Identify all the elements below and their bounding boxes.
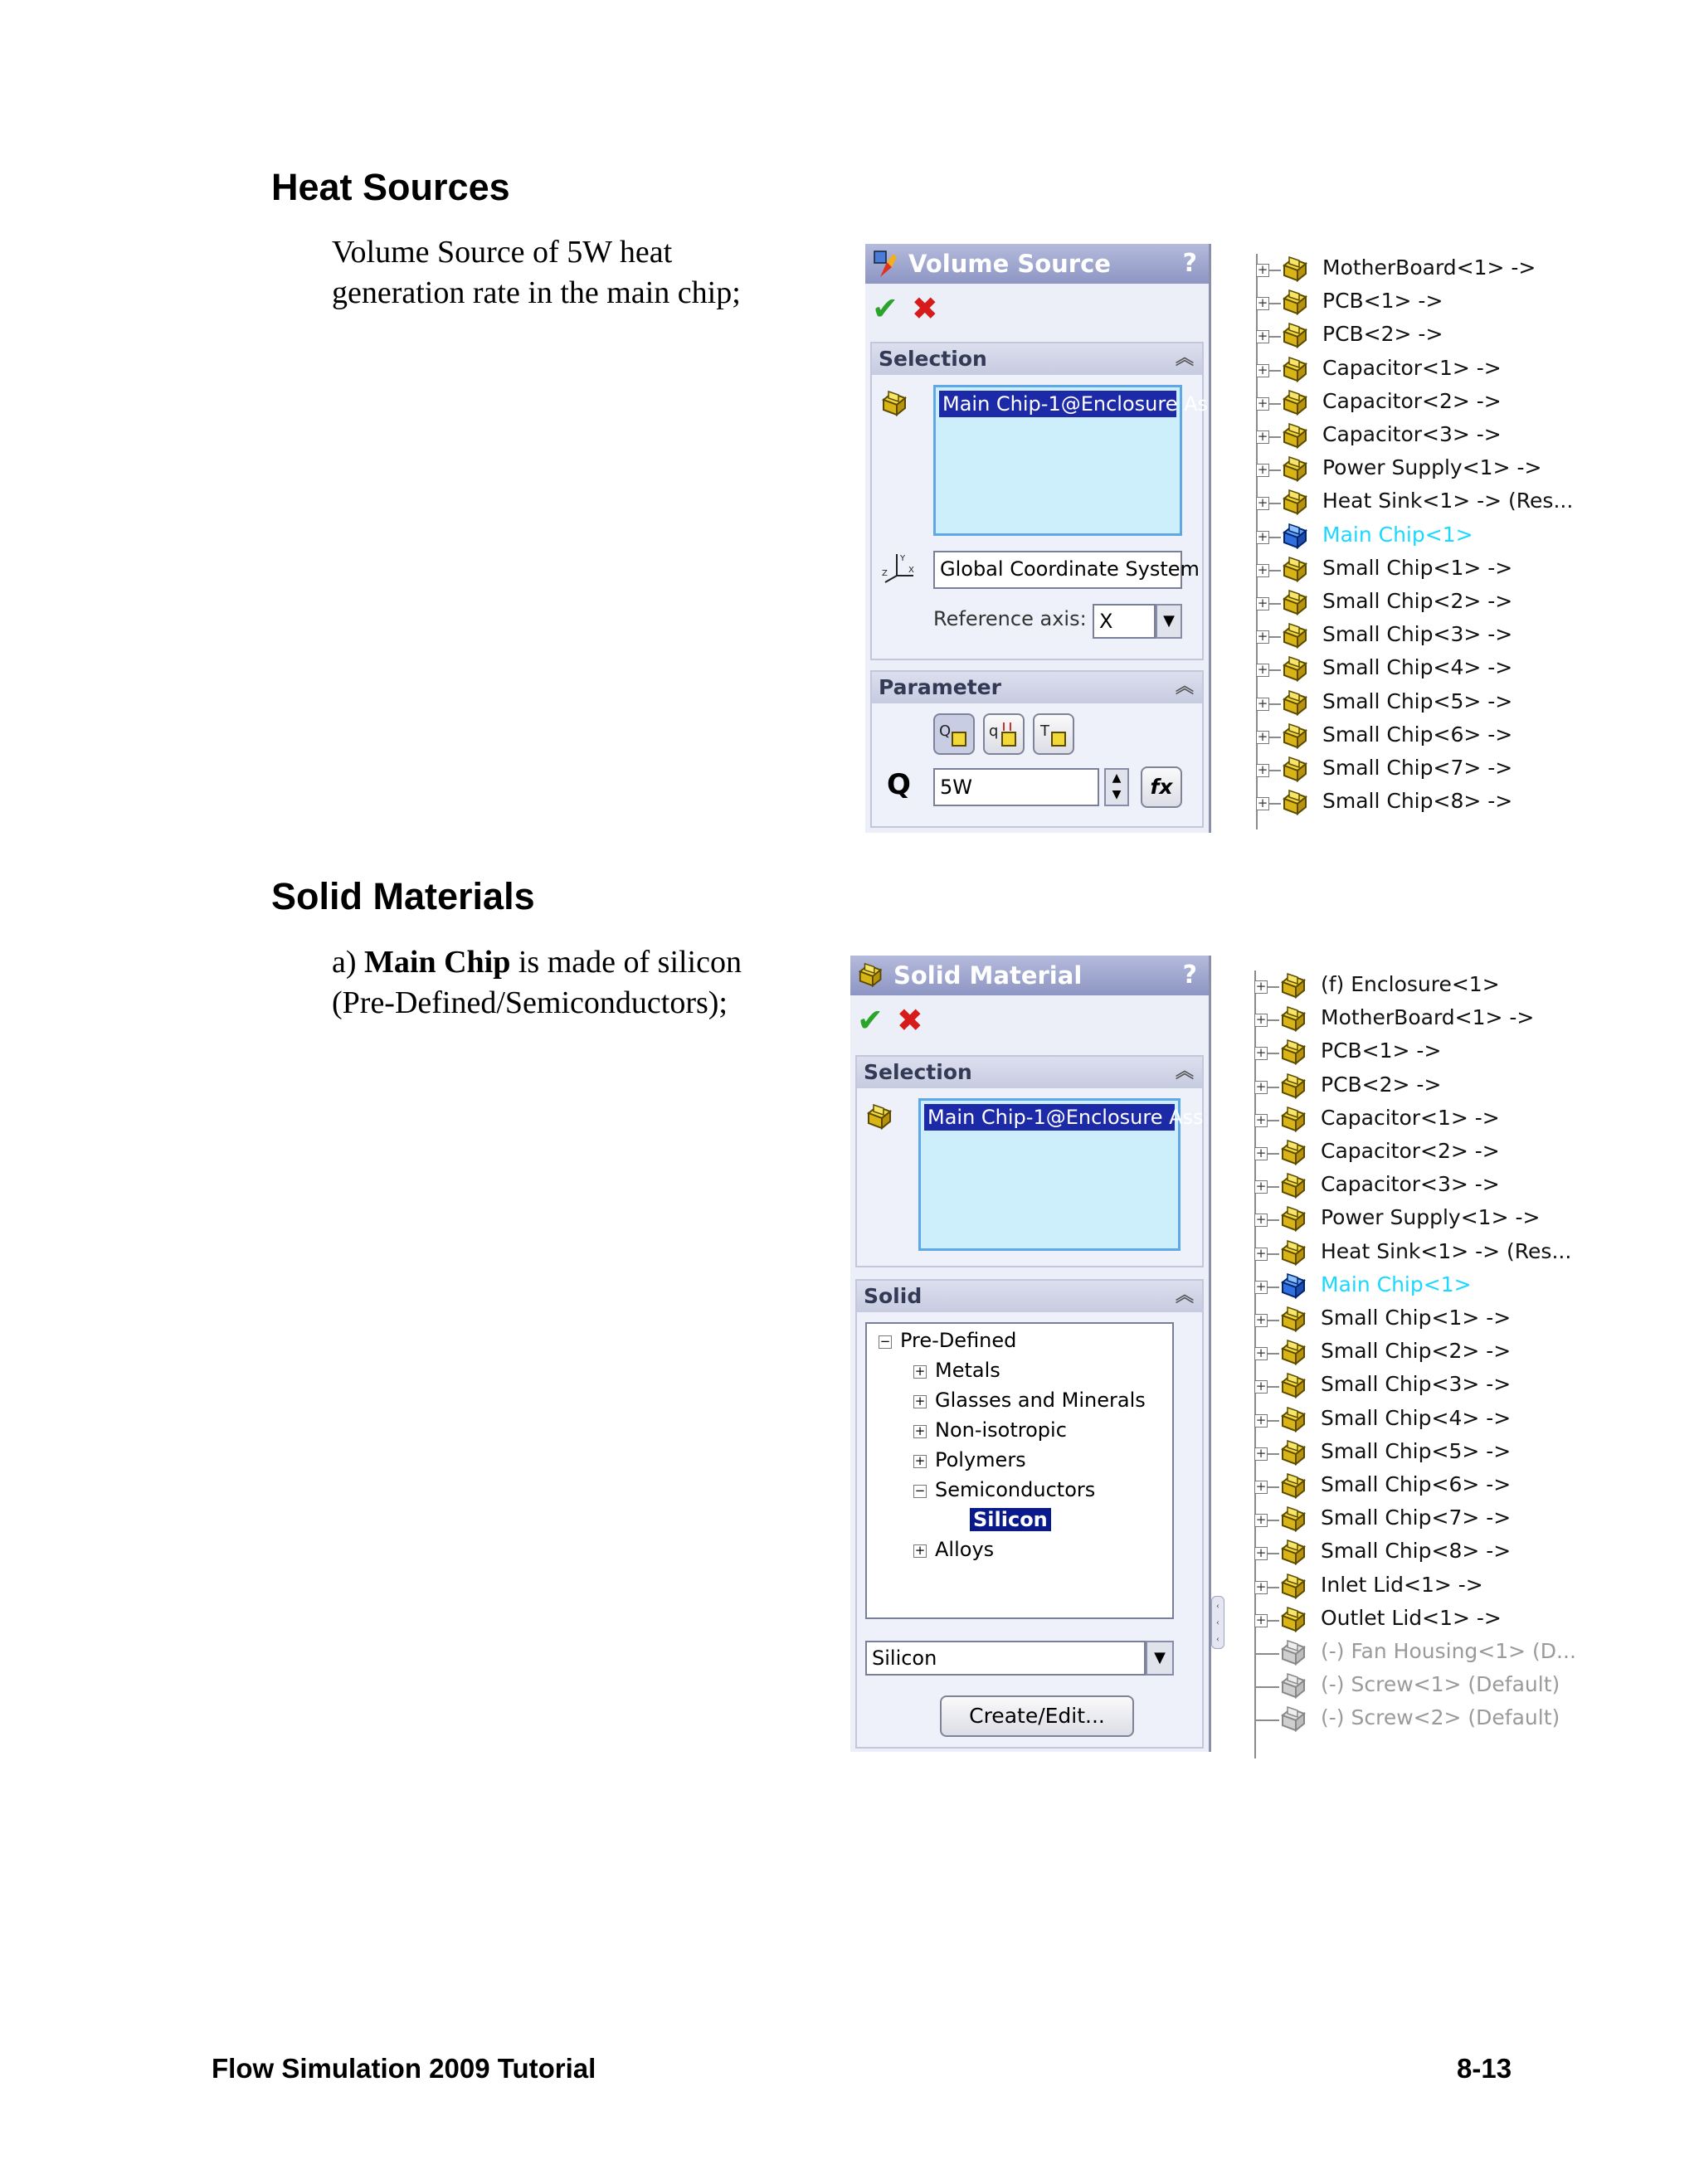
material-tree-item[interactable] — [867, 1327, 1172, 1357]
material-combo[interactable]: Silicon — [865, 1641, 1146, 1676]
tree-item-label: (-) Screw<2> (Default) — [1321, 1705, 1560, 1730]
part-icon — [1279, 1637, 1311, 1669]
tree-item-label: (f) Enclosure<1> — [1321, 972, 1500, 996]
expand-icon[interactable]: + — [914, 1394, 926, 1408]
materials-tree[interactable] — [865, 1322, 1174, 1619]
cancel-icon[interactable]: ✖ — [911, 290, 938, 327]
material-tree-item[interactable] — [867, 1357, 1172, 1387]
expand-icon[interactable]: + — [914, 1543, 926, 1558]
footer-title: Flow Simulation 2009 Tutorial — [212, 2053, 596, 2084]
tree-item-label: Power Supply<1> -> — [1321, 1205, 1541, 1230]
part-icon — [1281, 787, 1312, 819]
tree-item-label: Main Chip<1> — [1322, 522, 1473, 547]
tree-item-label: Capacitor<3> -> — [1322, 422, 1502, 446]
expand-icon[interactable]: + — [1257, 629, 1268, 644]
part-icon — [1281, 454, 1312, 485]
part-icon — [1281, 387, 1312, 419]
parameter-group — [870, 670, 1204, 828]
tree-connector — [1268, 1053, 1279, 1054]
tree-item[interactable] — [1254, 1637, 1586, 1671]
tree-item[interactable] — [1254, 1537, 1586, 1570]
expand-icon[interactable]: + — [1255, 1245, 1267, 1261]
tree-connector — [1268, 1553, 1279, 1554]
expand-icon[interactable]: + — [1257, 695, 1268, 711]
expand-icon[interactable]: + — [1255, 1345, 1267, 1361]
tree-item[interactable] — [1254, 1471, 1586, 1504]
selection-group-header[interactable] — [872, 343, 1202, 375]
tree-item[interactable] — [1256, 454, 1588, 487]
tree-item-label: Small Chip<1> -> — [1321, 1306, 1512, 1330]
expand-icon[interactable]: + — [1255, 1445, 1267, 1461]
temperature-icon — [1037, 717, 1070, 751]
tree-item[interactable] — [1254, 1604, 1586, 1637]
part-icon — [1281, 487, 1312, 518]
tree-item[interactable] — [1254, 1370, 1586, 1403]
part-icon — [1281, 421, 1312, 452]
heat-generation-rate-button[interactable] — [933, 713, 975, 755]
solid-para-rest: is made of silicon — [510, 945, 742, 980]
expand-icon[interactable]: + — [1255, 1278, 1267, 1294]
part-icon — [1279, 1238, 1311, 1269]
reference-axis-select[interactable]: X — [1093, 604, 1156, 639]
tree-connector — [1268, 986, 1279, 988]
expand-icon[interactable]: + — [1255, 1146, 1267, 1160]
feature-tree-volume-source — [1256, 254, 1588, 834]
material-tree-label: Non-isotropic — [935, 1418, 1067, 1442]
expand-icon[interactable]: + — [1257, 462, 1268, 478]
tree-item-label: Capacitor<1> -> — [1321, 1105, 1500, 1130]
tree-item-label: PCB<2> -> — [1322, 322, 1443, 347]
tree-item[interactable] — [1254, 1271, 1586, 1304]
reference-axis-dropdown-icon[interactable]: ▼ — [1156, 604, 1182, 639]
tree-connector — [1268, 1620, 1279, 1622]
tree-item[interactable] — [1256, 521, 1588, 554]
expand-icon[interactable]: + — [1257, 328, 1268, 344]
expand-icon[interactable]: + — [914, 1423, 926, 1438]
volume-source-title: Volume Source — [908, 250, 1111, 278]
part-icon — [1281, 554, 1312, 586]
tree-item-label: Small Chip<3> -> — [1321, 1372, 1512, 1397]
volume-source-icon — [872, 249, 902, 279]
tree-connector — [1269, 570, 1281, 572]
tree-item-label: Small Chip<8> -> — [1321, 1539, 1512, 1564]
tree-item-label: Small Chip<6> -> — [1322, 722, 1513, 747]
tree-connector — [1269, 737, 1281, 738]
material-tree-item[interactable] — [867, 1447, 1172, 1476]
tree-connector — [1269, 436, 1281, 438]
material-tree-item[interactable] — [867, 1417, 1172, 1447]
tree-item[interactable] — [1254, 1704, 1586, 1737]
tree-connector — [1268, 1386, 1279, 1388]
svg-text:q: q — [989, 722, 999, 740]
part-icon — [1281, 754, 1312, 786]
temperature-button[interactable] — [1033, 713, 1074, 755]
tree-item-label: Small Chip<4> -> — [1322, 655, 1513, 680]
feature-tree-solid-material — [1254, 970, 1586, 1767]
heat-para-line1: Volume Source of 5W heat — [332, 235, 673, 270]
solid-para-line1 — [332, 942, 742, 983]
material-tree-label: Silicon — [970, 1508, 1051, 1531]
tree-item[interactable] — [1254, 1238, 1586, 1271]
solid-material-icon — [857, 961, 887, 990]
tree-connector — [1268, 1353, 1279, 1355]
tree-item-label: Small Chip<5> -> — [1322, 688, 1513, 713]
tree-connector — [1268, 1019, 1279, 1021]
expand-icon[interactable]: + — [1255, 1379, 1267, 1394]
tree-item-label: Inlet Lid<1> -> — [1321, 1572, 1483, 1597]
expand-icon[interactable]: + — [1255, 1179, 1267, 1194]
material-tree-label: Semiconductors — [935, 1478, 1096, 1501]
expand-icon[interactable]: + — [1257, 495, 1268, 511]
parameter-group-header[interactable] — [872, 672, 1202, 703]
part-icon — [1281, 620, 1312, 652]
function-button[interactable]: fx — [1141, 766, 1182, 808]
svg-text:T: T — [1040, 722, 1049, 740]
tree-item[interactable] — [1254, 1037, 1586, 1070]
solid-para-line2: (Pre-Defined/Semiconductors); — [332, 985, 728, 1020]
part-icon — [1281, 521, 1312, 552]
tree-connector — [1268, 1087, 1279, 1088]
expand-icon[interactable]: + — [1255, 1012, 1267, 1028]
tree-item[interactable] — [1256, 654, 1588, 687]
part-icon — [1279, 1370, 1311, 1402]
tree-item-label: Small Chip<2> -> — [1322, 589, 1513, 613]
tree-item[interactable] — [1256, 421, 1588, 454]
tree-item-label: Power Supply<1> -> — [1322, 455, 1542, 480]
part-icon — [1279, 1437, 1311, 1469]
tree-item[interactable] — [1256, 587, 1588, 620]
material-tree-label: Alloys — [935, 1538, 995, 1561]
volumetric-heat-button[interactable] — [983, 713, 1025, 755]
tree-connector — [1269, 336, 1281, 338]
solid-group — [855, 1279, 1204, 1749]
expand-icon[interactable]: + — [1255, 1078, 1267, 1094]
tree-item-label: Main Chip<1> — [1321, 1272, 1472, 1296]
part-icon — [1279, 1604, 1311, 1636]
tree-item-label: MotherBoard<1> -> — [1321, 1005, 1535, 1030]
expand-icon[interactable]: + — [1255, 1612, 1267, 1627]
part-icon — [1281, 654, 1312, 685]
expand-icon[interactable]: + — [1255, 1545, 1267, 1561]
tree-connector — [1269, 803, 1281, 805]
reference-axis-label: Reference axis: — [933, 607, 1087, 630]
tree-connector — [1268, 1420, 1279, 1422]
expand-icon[interactable]: + — [1255, 1412, 1267, 1428]
part-icon — [1279, 1104, 1311, 1136]
create-edit-button[interactable]: Create/Edit... — [940, 1695, 1134, 1737]
tree-item-label: Small Chip<3> -> — [1322, 622, 1513, 647]
expand-icon[interactable]: + — [1257, 596, 1268, 610]
ok-icon[interactable]: ✔ — [857, 1002, 884, 1038]
tree-item-label: PCB<2> -> — [1321, 1072, 1442, 1097]
tree-connector — [1268, 1453, 1279, 1455]
tree-connector — [1269, 669, 1281, 671]
expand-icon[interactable]: + — [1257, 728, 1268, 744]
tree-item[interactable] — [1254, 1337, 1586, 1370]
expand-icon[interactable]: + — [1257, 362, 1268, 377]
q-spinner-icon[interactable]: ▲ ▼ — [1104, 768, 1129, 806]
tree-connector — [1268, 1253, 1279, 1255]
expand-icon[interactable]: + — [914, 1364, 926, 1379]
svg-text:Q: Q — [939, 722, 952, 740]
part-icon — [1279, 1504, 1311, 1535]
tree-item-label: Capacitor<2> -> — [1322, 388, 1502, 413]
ok-icon[interactable]: ✔ — [872, 290, 898, 327]
part-icon — [1279, 1037, 1311, 1068]
solid-material-title-bar — [850, 956, 1209, 995]
selection-item[interactable]: Main Chip-1@Enclosure As — [939, 391, 1176, 417]
tree-item-label: Heat Sink<1> -> (Res... — [1321, 1238, 1572, 1263]
part-icon — [1279, 1170, 1311, 1202]
tree-item[interactable] — [1256, 287, 1588, 320]
tree-item-label: Small Chip<6> -> — [1321, 1472, 1512, 1496]
tree-item[interactable] — [1254, 1504, 1586, 1537]
expand-icon[interactable]: + — [1257, 528, 1268, 544]
heading-solid-materials: Solid Materials — [271, 875, 535, 917]
expand-icon[interactable]: + — [1257, 795, 1268, 811]
solid-materials-paragraph — [332, 942, 742, 1024]
material-tree-label: Metals — [935, 1359, 1000, 1382]
q-value-input[interactable]: 5W — [933, 768, 1099, 806]
heading-heat-sources: Heat Sources — [271, 166, 510, 208]
part-icon — [1279, 970, 1311, 1002]
expand-icon[interactable]: + — [1255, 1312, 1267, 1327]
solid-material-title: Solid Material — [893, 961, 1083, 990]
expand-icon[interactable]: + — [1255, 1045, 1267, 1061]
material-tree-label: Glasses and Minerals — [935, 1389, 1146, 1412]
selection-list[interactable] — [918, 1098, 1204, 1251]
selection-header-label: Selection — [879, 347, 987, 371]
tree-item[interactable] — [1256, 254, 1588, 287]
coordinate-system-icon — [880, 551, 917, 584]
part-icon — [1281, 254, 1312, 285]
expand-icon[interactable]: + — [1255, 1512, 1267, 1528]
tree-connector — [1268, 1486, 1279, 1488]
tree-item[interactable] — [1254, 1104, 1586, 1137]
part-icon — [1279, 1537, 1311, 1569]
part-icon — [1279, 1204, 1311, 1235]
tree-item-label: Heat Sink<1> -> (Res... — [1322, 489, 1574, 513]
tree-item-label: Small Chip<1> -> — [1322, 555, 1513, 580]
tree-connector — [1268, 1587, 1279, 1588]
expand-icon[interactable]: + — [914, 1453, 926, 1468]
panel-splitter-handle[interactable]: ‹ ‹ ‹ — [1211, 1596, 1224, 1649]
tree-item-label: Capacitor<1> -> — [1322, 355, 1502, 380]
collapse-chevron-icon[interactable]: ︽ — [1175, 677, 1194, 698]
selection-group — [855, 1055, 1204, 1267]
part-icon — [1279, 1071, 1311, 1102]
tree-connector — [1269, 270, 1281, 271]
tree-item[interactable] — [1254, 1571, 1586, 1604]
help-icon[interactable]: ? — [1182, 249, 1197, 278]
part-icon — [1281, 688, 1312, 719]
expand-icon[interactable]: + — [1257, 262, 1268, 277]
part-icon — [1279, 1271, 1311, 1302]
solid-group-header[interactable] — [857, 1281, 1202, 1312]
tree-connector — [1269, 469, 1281, 471]
tree-connector — [1268, 1120, 1279, 1121]
material-tree-item[interactable] — [867, 1536, 1172, 1566]
tree-connector — [1268, 1287, 1279, 1288]
volume-source-panel — [863, 244, 1211, 833]
tree-connector — [1268, 1153, 1279, 1155]
tree-item-label: Small Chip<7> -> — [1322, 756, 1513, 780]
svg-text:Z: Z — [882, 569, 888, 578]
tree-item-label: Small Chip<8> -> — [1322, 789, 1513, 814]
expand-icon[interactable]: + — [1257, 295, 1268, 311]
tree-connector — [1269, 503, 1281, 504]
tree-item[interactable] — [1256, 688, 1588, 721]
tree-item[interactable] — [1254, 1170, 1586, 1204]
heat-rate-icon — [937, 717, 971, 751]
q-label: Q — [887, 768, 911, 801]
tree-item[interactable] — [1254, 1137, 1586, 1170]
tree-item[interactable] — [1256, 354, 1588, 387]
tree-connector — [1254, 1653, 1279, 1655]
selection-item[interactable]: Main Chip-1@Enclosure Ass — [924, 1104, 1175, 1131]
tree-item[interactable] — [1254, 1671, 1586, 1704]
tree-item[interactable] — [1254, 970, 1586, 1004]
volume-source-title-bar — [865, 244, 1209, 284]
material-tree-item[interactable] — [867, 1387, 1172, 1417]
selection-group — [870, 342, 1209, 660]
part-icon — [1281, 320, 1312, 352]
expand-icon[interactable]: + — [1257, 562, 1268, 577]
collapse-chevron-icon[interactable]: ︽ — [1175, 1286, 1194, 1306]
collapse-icon[interactable]: − — [879, 1334, 891, 1349]
material-tree-item[interactable] — [867, 1506, 1172, 1536]
selection-group-header[interactable] — [857, 1057, 1202, 1088]
part-icon — [1279, 1337, 1311, 1369]
tree-connector — [1268, 1219, 1279, 1221]
tree-item[interactable] — [1254, 1304, 1586, 1337]
tree-item-label: (-) Screw<1> (Default) — [1321, 1672, 1560, 1697]
heat-sources-paragraph — [332, 232, 741, 314]
tree-item[interactable] — [1256, 787, 1588, 820]
material-dropdown-icon[interactable]: ▼ — [1146, 1641, 1174, 1676]
tree-item[interactable] — [1256, 320, 1588, 353]
tree-connector — [1269, 703, 1281, 705]
tree-item[interactable] — [1254, 1004, 1586, 1037]
collapse-chevron-icon[interactable]: ︽ — [1175, 348, 1194, 369]
svg-text:X: X — [908, 566, 914, 575]
tree-item-label: Small Chip<5> -> — [1321, 1438, 1512, 1463]
part-icon — [1279, 1471, 1311, 1502]
tree-item-label: PCB<1> -> — [1322, 289, 1443, 314]
solid-para-bold: Main Chip — [364, 945, 511, 980]
cancel-icon[interactable]: ✖ — [896, 1002, 923, 1038]
part-icon — [1279, 1571, 1311, 1603]
part-icon — [1279, 1671, 1311, 1702]
part-icon — [1279, 1704, 1311, 1735]
part-icon — [1281, 587, 1312, 619]
heat-para-line2: generation rate in the main chip; — [332, 275, 741, 310]
coordinate-system-field[interactable]: Global Coordinate System — [933, 551, 1182, 589]
expand-icon[interactable]: + — [1257, 762, 1268, 777]
tree-item-label: PCB<1> -> — [1321, 1038, 1442, 1063]
expand-icon[interactable]: + — [1255, 1212, 1267, 1228]
tree-connector — [1269, 603, 1281, 605]
expand-icon[interactable]: + — [1255, 1578, 1267, 1594]
collapse-chevron-icon[interactable]: ︽ — [1175, 1062, 1194, 1082]
tree-item-label: (-) Fan Housing<1> (D... — [1321, 1639, 1576, 1663]
material-tree-label: Pre-Defined — [900, 1329, 1017, 1352]
selection-list[interactable] — [933, 385, 1209, 536]
solid-header-label: Solid — [864, 1284, 923, 1308]
tree-item[interactable] — [1254, 1071, 1586, 1104]
page-number: 8-13 — [1457, 2053, 1512, 2084]
expand-icon[interactable]: + — [1257, 662, 1268, 678]
parameter-header-label: Parameter — [879, 675, 1001, 699]
tree-connector — [1269, 537, 1281, 538]
expand-icon[interactable]: + — [1257, 395, 1268, 411]
tree-connector — [1268, 1186, 1279, 1188]
tree-connector — [1269, 770, 1281, 771]
part-icon — [1281, 354, 1312, 386]
tree-item[interactable] — [1256, 387, 1588, 421]
tree-item-label: Small Chip<4> -> — [1321, 1405, 1512, 1430]
volumetric-heat-icon — [987, 717, 1020, 751]
tree-connector — [1268, 1320, 1279, 1321]
component-icon — [880, 388, 912, 420]
tree-item[interactable] — [1256, 554, 1588, 587]
tree-connector — [1269, 403, 1281, 405]
selection-header-label: Selection — [864, 1060, 972, 1084]
expand-icon[interactable]: + — [1255, 1111, 1267, 1127]
tree-item[interactable] — [1256, 754, 1588, 787]
component-icon — [865, 1102, 897, 1133]
tree-item[interactable] — [1254, 1204, 1586, 1237]
tree-connector — [1269, 370, 1281, 372]
tree-connector — [1269, 636, 1281, 638]
tree-item[interactable] — [1256, 487, 1588, 520]
tree-item-label: Small Chip<2> -> — [1321, 1339, 1512, 1364]
part-icon — [1281, 287, 1312, 319]
tree-item-label: Capacitor<2> -> — [1321, 1139, 1500, 1163]
expand-icon[interactable]: + — [1255, 1479, 1267, 1494]
part-icon — [1279, 1404, 1311, 1436]
tree-item-label: Outlet Lid<1> -> — [1321, 1605, 1502, 1630]
tree-item-label: Small Chip<7> -> — [1321, 1505, 1512, 1530]
collapse-icon[interactable]: − — [914, 1483, 926, 1498]
tree-item[interactable] — [1254, 1437, 1586, 1471]
svg-text:Y: Y — [900, 554, 906, 563]
tree-item-label: Capacitor<3> -> — [1321, 1172, 1500, 1197]
tree-item[interactable] — [1256, 721, 1588, 754]
expand-icon[interactable]: + — [1257, 429, 1268, 444]
part-icon — [1279, 1304, 1311, 1335]
material-tree-item[interactable] — [867, 1476, 1172, 1506]
tree-connector — [1268, 1520, 1279, 1521]
solid-para-prefix: a) — [332, 945, 365, 980]
material-tree-label: Polymers — [935, 1448, 1026, 1471]
part-icon — [1281, 721, 1312, 752]
help-icon[interactable]: ? — [1182, 961, 1197, 990]
solid-material-panel — [848, 956, 1211, 1752]
tree-item-label: MotherBoard<1> -> — [1322, 255, 1536, 280]
part-icon — [1279, 1004, 1311, 1035]
tree-item[interactable] — [1256, 620, 1588, 654]
tree-item[interactable] — [1254, 1404, 1586, 1437]
tree-connector — [1254, 1686, 1279, 1688]
tree-connector — [1269, 303, 1281, 304]
part-icon — [1279, 1137, 1311, 1169]
tree-connector — [1254, 1719, 1279, 1721]
expand-icon[interactable]: + — [1255, 979, 1267, 994]
